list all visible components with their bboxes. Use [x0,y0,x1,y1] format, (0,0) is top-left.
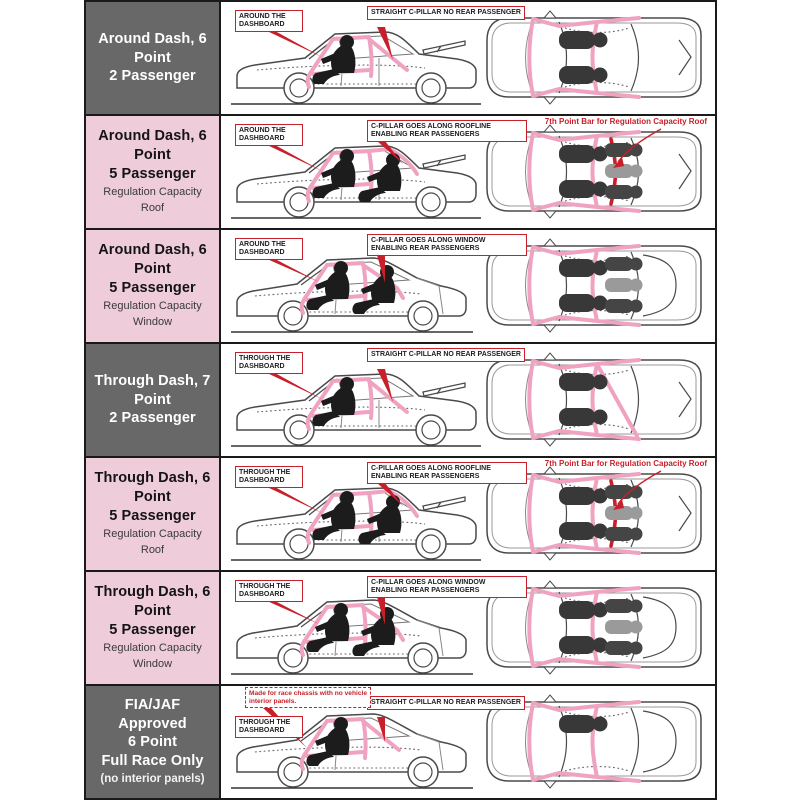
row-title-line: 6 Point [127,734,178,751]
dashboard-note: THROUGH THE DASHBOARD [235,352,303,374]
row-illustration-cell [221,458,715,570]
row-title-line: Through Dash, 6 Point [94,470,211,506]
row-title-line: 5 Passenger [109,621,196,638]
configuration-table [84,0,717,800]
row-label-cell [86,230,219,342]
row-illustration-cell [221,116,715,228]
row-illustration-cell [221,230,715,342]
seventh-point-bar-note: 7th Point Bar for Regulation Capacity Roof [544,117,707,126]
row-title-line: 2 Passenger [109,410,196,427]
row-title-line: Full Race Only [101,753,204,770]
c-pillar-note: C-PILLAR GOES ALONG ROOFLINE ENABLING REAR PASSENGERS [367,120,527,142]
dashboard-note: THROUGH THE DASHBOARD [235,466,303,488]
c-pillar-note: STRAIGHT C-PILLAR NO REAR PASSENGER [367,6,525,20]
side-view-illustration [231,600,473,674]
dashboard-note: AROUND THE DASHBOARD [235,10,303,32]
dashboard-note: THROUGH THE DASHBOARD [235,716,303,738]
row-illustration-cell [221,686,715,798]
row-label-cell [86,344,219,456]
row-label-cell [86,686,219,798]
row-title-line: Through Dash, 7 Point [94,372,211,408]
row-subtitle: Regulation Capacity Window [103,641,202,671]
row-illustration-cell [221,344,715,456]
row-title-line: 5 Passenger [109,507,196,524]
dashboard-note: AROUND THE DASHBOARD [235,238,303,260]
dashboard-note: THROUGH THE DASHBOARD [235,580,303,602]
side-view-illustration [231,32,481,104]
c-pillar-note: STRAIGHT C-PILLAR NO REAR PASSENGER [367,348,525,362]
row-subtitle: Regulation Capacity Roof [103,185,202,215]
row-title-line: Around Dash, 6 Point [98,30,207,66]
side-view-illustration [231,374,481,446]
top-view-illustration [487,353,701,446]
row-title-line: FIA/JAF Approved [118,696,187,732]
row-label-cell [86,2,219,114]
row-label-cell [86,458,219,570]
row-title-line: 5 Passenger [109,165,196,182]
seventh-point-bar-note: 7th Point Bar for Regulation Capacity Roof [544,459,707,468]
race-chassis-note: Made for race chassis with no vehicle interior panels. [245,687,371,708]
row-title-line: 5 Passenger [109,279,196,296]
side-view-illustration [231,258,473,332]
row-illustration-cell [221,2,715,114]
row-title-line: 2 Passenger [109,68,196,85]
row-illustration-cell [221,572,715,684]
c-pillar-note: C-PILLAR GOES ALONG WINDOW ENABLING REAR PASSENGERS [367,576,527,598]
side-view-illustration [231,488,481,560]
row-label-cell [86,116,219,228]
row-subtitle: Regulation Capacity Roof [103,527,202,557]
c-pillar-note: C-PILLAR GOES ALONG WINDOW ENABLING REAR PASSENGERS [367,234,527,256]
row-label-cell [86,572,219,684]
top-view-illustration [487,11,701,104]
row-subtitle: (no interior panels) [100,773,205,786]
row-title-line: Through Dash, 6 Point [94,584,211,620]
row-title-line: Around Dash, 6 Point [98,128,207,164]
row-title-line: Around Dash, 6 Point [98,242,207,278]
c-pillar-note: C-PILLAR GOES ALONG ROOFLINE ENABLING REAR PASSENGERS [367,462,527,484]
row-subtitle: Regulation Capacity Window [103,299,202,329]
c-pillar-note: STRAIGHT C-PILLAR NO REAR PASSENGER [367,696,525,710]
dashboard-note: AROUND THE DASHBOARD [235,124,303,146]
side-view-illustration [231,146,481,218]
